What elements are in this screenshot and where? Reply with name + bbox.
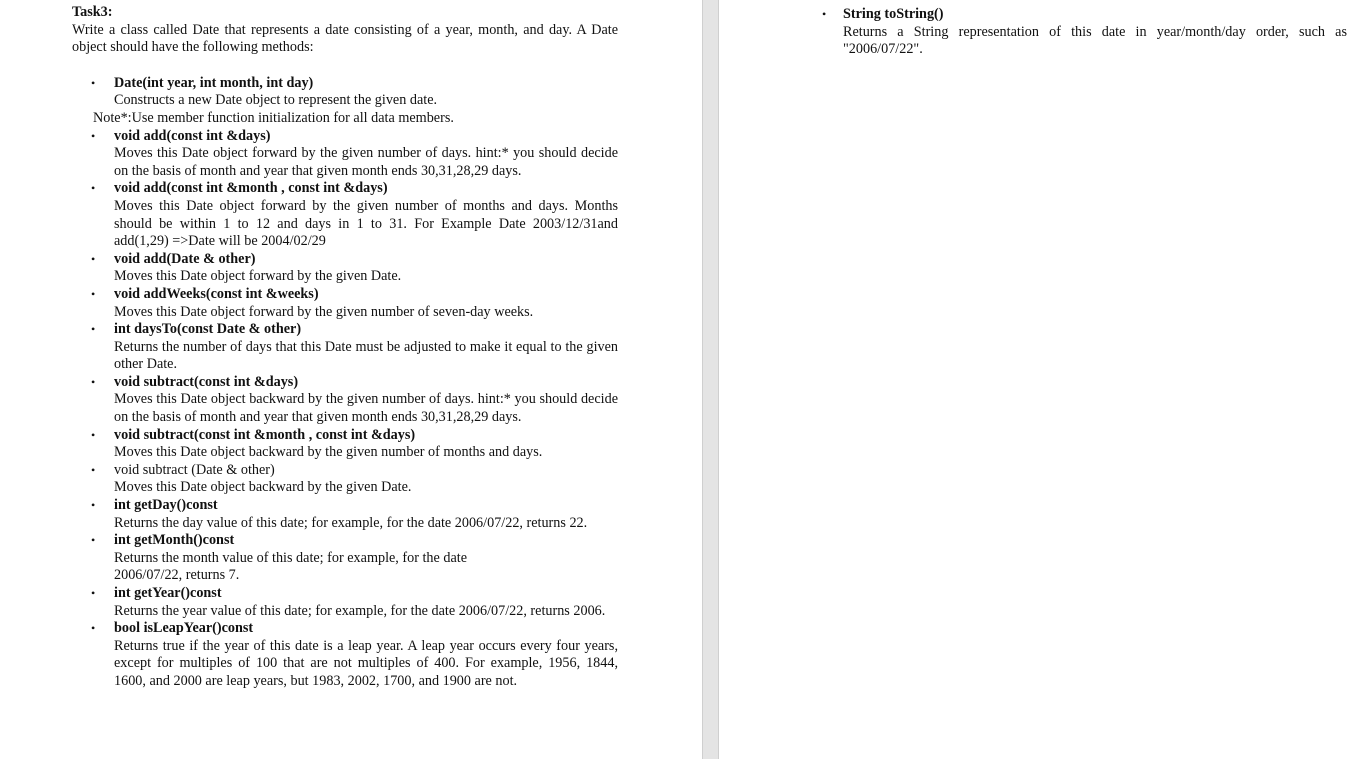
bullet-icon: •: [91, 286, 96, 301]
list-item: [72, 180, 618, 250]
bullet-icon: •: [91, 462, 96, 477]
list-item: [72, 427, 618, 462]
method-list-right: [822, 6, 1347, 59]
bullet-icon: •: [822, 7, 827, 21]
list-item: [72, 321, 618, 374]
method-signature: void add(Date & other): [114, 250, 256, 267]
method-signature: void subtract (Date & other): [114, 461, 275, 478]
method-signature: int getYear()const: [114, 585, 222, 601]
task-intro: Write a class called Date that represents a date consisting of a year, month, and day. A Date object should have the following methods:: [72, 21, 618, 56]
list-item: [822, 6, 1347, 59]
method-signature: int getDay()const: [114, 497, 218, 514]
list-item-constructor: [72, 75, 618, 110]
method-description: Moves this Date object forward by the given Date.: [114, 268, 402, 285]
method-signature: void subtract(const int &days): [114, 373, 299, 390]
method-signature: void subtract(const int &month , const int &days): [114, 426, 416, 443]
task-title: Task3:: [72, 4, 113, 20]
bullet-icon: •: [91, 75, 96, 90]
list-item: [72, 497, 618, 532]
method-description: Returns the day value of this date; for example, for the date 2006/07/22, returns 22.: [114, 514, 588, 531]
bullet-icon: •: [91, 498, 96, 513]
bullet-icon: •: [91, 621, 96, 636]
method-description: Returns the number of days that this Date must be adjusted to make it equal to the given other Date.: [114, 338, 618, 373]
bullet-icon: •: [91, 533, 96, 548]
list-item: [72, 532, 618, 585]
method-signature: int getMonth()const: [114, 532, 235, 549]
method-signature: void addWeeks(const int &weeks): [114, 285, 319, 302]
list-item: [72, 585, 618, 620]
method-signature: bool isLeapYear()const: [114, 620, 254, 637]
method-description: Moves this Date object forward by the given number of seven-day weeks.: [114, 303, 534, 320]
bullet-icon: •: [91, 374, 96, 389]
list-item: [72, 128, 618, 181]
bullet-icon: •: [91, 586, 96, 600]
list-item: [72, 286, 618, 321]
list-item: [72, 620, 618, 690]
bullet-icon: •: [91, 427, 96, 442]
method-signature: void add(const int &month , const int &days): [114, 180, 388, 197]
method-description: Moves this Date object forward by the given number of days. hint:* you should decide on the basis of month and year that given month ends 30,31,28,29 days.: [114, 145, 618, 179]
method-signature: int daysTo(const Date & other): [114, 321, 302, 338]
bullet-icon: •: [91, 251, 96, 266]
page-gutter: [702, 0, 719, 759]
method-list-continued: [72, 128, 618, 691]
method-description: Moves this Date object forward by the given number of months and days. Months should be within 1 to 12 and days in 1 to 31. For Example Date 2003/12/31and add(1,29) =>Date will be 2004/02/29: [114, 197, 618, 250]
bullet-icon: •: [91, 128, 96, 143]
list-item: [72, 374, 618, 427]
method-signature: Date(int year, int month, int day): [114, 74, 314, 91]
method-description: Returns true if the year of this date is a leap year. A leap year occurs every four years, except for multiples of 100 that are not multiples of 400. For example, 1956, 1844, 1600, and 2000 are leap years, but 1983, 2002, 1700, and 1900 are not.: [114, 637, 618, 689]
method-list: [72, 75, 618, 110]
method-signature: void add(const int &days): [114, 127, 271, 144]
list-item: [72, 251, 618, 286]
method-description-line: 2006/07/22, returns 7.: [114, 567, 240, 584]
method-description: Returns the year value of this date; for example, for the date 2006/07/22, returns 2006.: [114, 602, 606, 619]
method-signature: String toString(): [843, 6, 944, 22]
document-page-left: [72, 4, 618, 691]
bullet-icon: •: [91, 181, 96, 196]
method-description: Moves this Date object backward by the given Date.: [114, 479, 412, 496]
list-item: [72, 462, 618, 497]
method-description-line: Returns the month value of this date; for example, for the date: [114, 549, 468, 566]
method-description: Returns a String representation of this date in year/month/day order, such as "2006/07/22".: [843, 23, 1347, 58]
method-description: Constructs a new Date object to represent the given date.: [114, 92, 438, 109]
document-page-right: [822, 6, 1347, 59]
method-description: Moves this Date object backward by the given number of days. hint:* you should decide on the basis of month and year that given month ends 30,31,28,29 days.: [114, 391, 618, 426]
note-text: Note*:Use member function initialization for all data members.: [93, 109, 454, 126]
method-description: Moves this Date object backward by the given number of months and days.: [114, 444, 543, 461]
bullet-icon: •: [91, 322, 96, 337]
